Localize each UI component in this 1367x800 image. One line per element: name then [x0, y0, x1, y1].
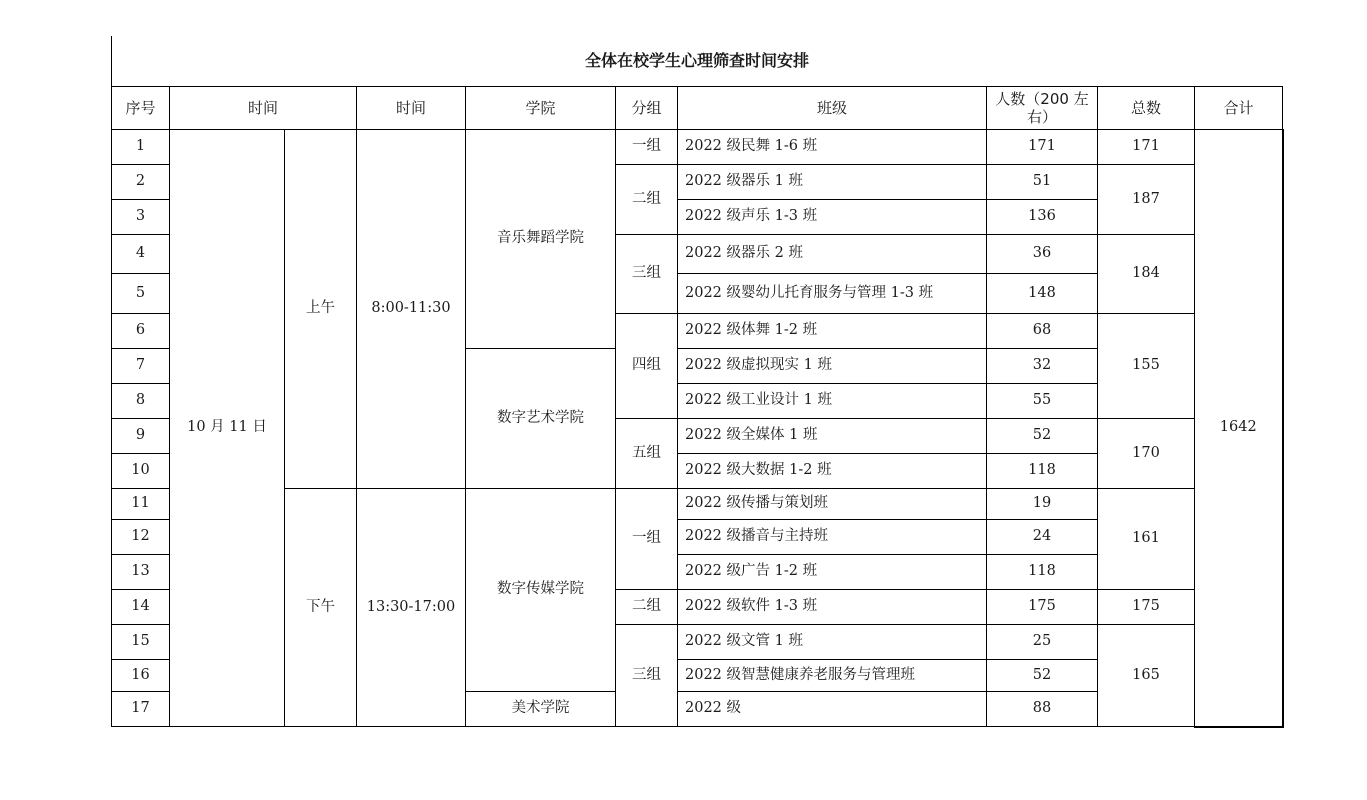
group-cell: 一组 — [616, 130, 678, 165]
row-class: 2022 级广告 1-2 班 — [678, 555, 987, 590]
row-class: 2022 级虚拟现实 1 班 — [678, 349, 987, 384]
subtotal-cell: 170 — [1098, 419, 1195, 489]
row-count: 88 — [987, 692, 1098, 727]
page-title: 全体在校学生心理筛查时间安排 — [584, 51, 809, 70]
subtotal-cell: 184 — [1098, 235, 1195, 314]
row-class: 2022 级工业设计 1 班 — [678, 384, 987, 419]
row-seq: 5 — [112, 274, 170, 314]
row-count: 36 — [987, 235, 1098, 274]
row-class: 2022 级器乐 1 班 — [678, 165, 987, 200]
row-class: 2022 级器乐 2 班 — [678, 235, 987, 274]
row-count: 51 — [987, 165, 1098, 200]
row-count: 55 — [987, 384, 1098, 419]
group-cell: 二组 — [616, 165, 678, 235]
row-class: 2022 级 — [678, 692, 987, 727]
row-count: 25 — [987, 625, 1098, 660]
table-row — [112, 489, 1283, 520]
date-cell: 10 月 11 日 — [170, 130, 285, 727]
subtotal-cell: 161 — [1098, 489, 1195, 590]
row-class: 2022 级软件 1-3 班 — [678, 590, 987, 625]
row-seq: 14 — [112, 590, 170, 625]
row-class: 2022 级播音与主持班 — [678, 520, 987, 555]
row-count: 118 — [987, 555, 1098, 590]
row-count: 175 — [987, 590, 1098, 625]
row-count: 52 — [987, 419, 1098, 454]
row-seq: 6 — [112, 314, 170, 349]
college-fine-art: 美术学院 — [466, 692, 616, 727]
row-seq: 12 — [112, 520, 170, 555]
grand-total-cell: 1642 — [1195, 130, 1283, 727]
group-cell: 四组 — [616, 314, 678, 419]
row-class: 2022 级大数据 1-2 班 — [678, 454, 987, 489]
header-subtotal: 总数 — [1098, 87, 1195, 130]
header-college: 学院 — [466, 87, 616, 130]
group-cell: 三组 — [616, 235, 678, 314]
row-class: 2022 级婴幼儿托育服务与管理 1-3 班 — [678, 274, 987, 314]
row-seq: 11 — [112, 489, 170, 520]
row-seq: 3 — [112, 200, 170, 235]
college-digital-art: 数字艺术学院 — [466, 349, 616, 489]
row-class: 2022 级全媒体 1 班 — [678, 419, 987, 454]
row-class: 2022 级智慧健康养老服务与管理班 — [678, 660, 987, 692]
row-seq: 13 — [112, 555, 170, 590]
subtotal-cell: 165 — [1098, 625, 1195, 727]
row-count: 52 — [987, 660, 1098, 692]
row-count: 32 — [987, 349, 1098, 384]
row-count: 19 — [987, 489, 1098, 520]
college-digital-media: 数字传媒学院 — [466, 489, 616, 692]
header-group: 分组 — [616, 87, 678, 130]
row-count: 148 — [987, 274, 1098, 314]
row-seq: 8 — [112, 384, 170, 419]
session-afternoon: 下午 — [285, 489, 357, 727]
row-class: 2022 级传播与策划班 — [678, 489, 987, 520]
subtotal-cell: 155 — [1098, 314, 1195, 419]
table-row — [112, 130, 1283, 165]
row-count: 171 — [987, 130, 1098, 165]
row-class: 2022 级体舞 1-2 班 — [678, 314, 987, 349]
row-seq: 15 — [112, 625, 170, 660]
row-seq: 17 — [112, 692, 170, 727]
group-cell: 一组 — [616, 489, 678, 590]
group-cell: 五组 — [616, 419, 678, 489]
row-seq: 16 — [112, 660, 170, 692]
header-count: 人数（200 左右） — [987, 87, 1098, 130]
college-music-dance: 音乐舞蹈学院 — [466, 130, 616, 349]
row-seq: 2 — [112, 165, 170, 200]
row-class: 2022 级文管 1 班 — [678, 625, 987, 660]
session-afternoon-time: 13:30-17:00 — [357, 489, 466, 727]
header-total: 合计 — [1195, 87, 1283, 130]
session-morning: 上午 — [285, 130, 357, 489]
subtotal-cell: 171 — [1098, 130, 1195, 165]
group-cell: 二组 — [616, 590, 678, 625]
row-seq: 1 — [112, 130, 170, 165]
subtotal-cell: 187 — [1098, 165, 1195, 235]
session-morning-time: 8:00-11:30 — [357, 130, 466, 489]
row-seq: 7 — [112, 349, 170, 384]
schedule-table — [111, 86, 1284, 728]
header-time: 时间 — [170, 87, 357, 130]
header-row — [112, 87, 1283, 130]
header-seq: 序号 — [112, 87, 170, 130]
row-seq: 10 — [112, 454, 170, 489]
row-count: 24 — [987, 520, 1098, 555]
group-cell: 三组 — [616, 625, 678, 727]
row-seq: 9 — [112, 419, 170, 454]
row-class: 2022 级声乐 1-3 班 — [678, 200, 987, 235]
row-count: 68 — [987, 314, 1098, 349]
subtotal-cell: 175 — [1098, 590, 1195, 625]
row-count: 136 — [987, 200, 1098, 235]
row-count: 118 — [987, 454, 1098, 489]
row-class: 2022 级民舞 1-6 班 — [678, 130, 987, 165]
header-time-range: 时间 — [357, 87, 466, 130]
header-class: 班级 — [678, 87, 987, 130]
row-seq: 4 — [112, 235, 170, 274]
